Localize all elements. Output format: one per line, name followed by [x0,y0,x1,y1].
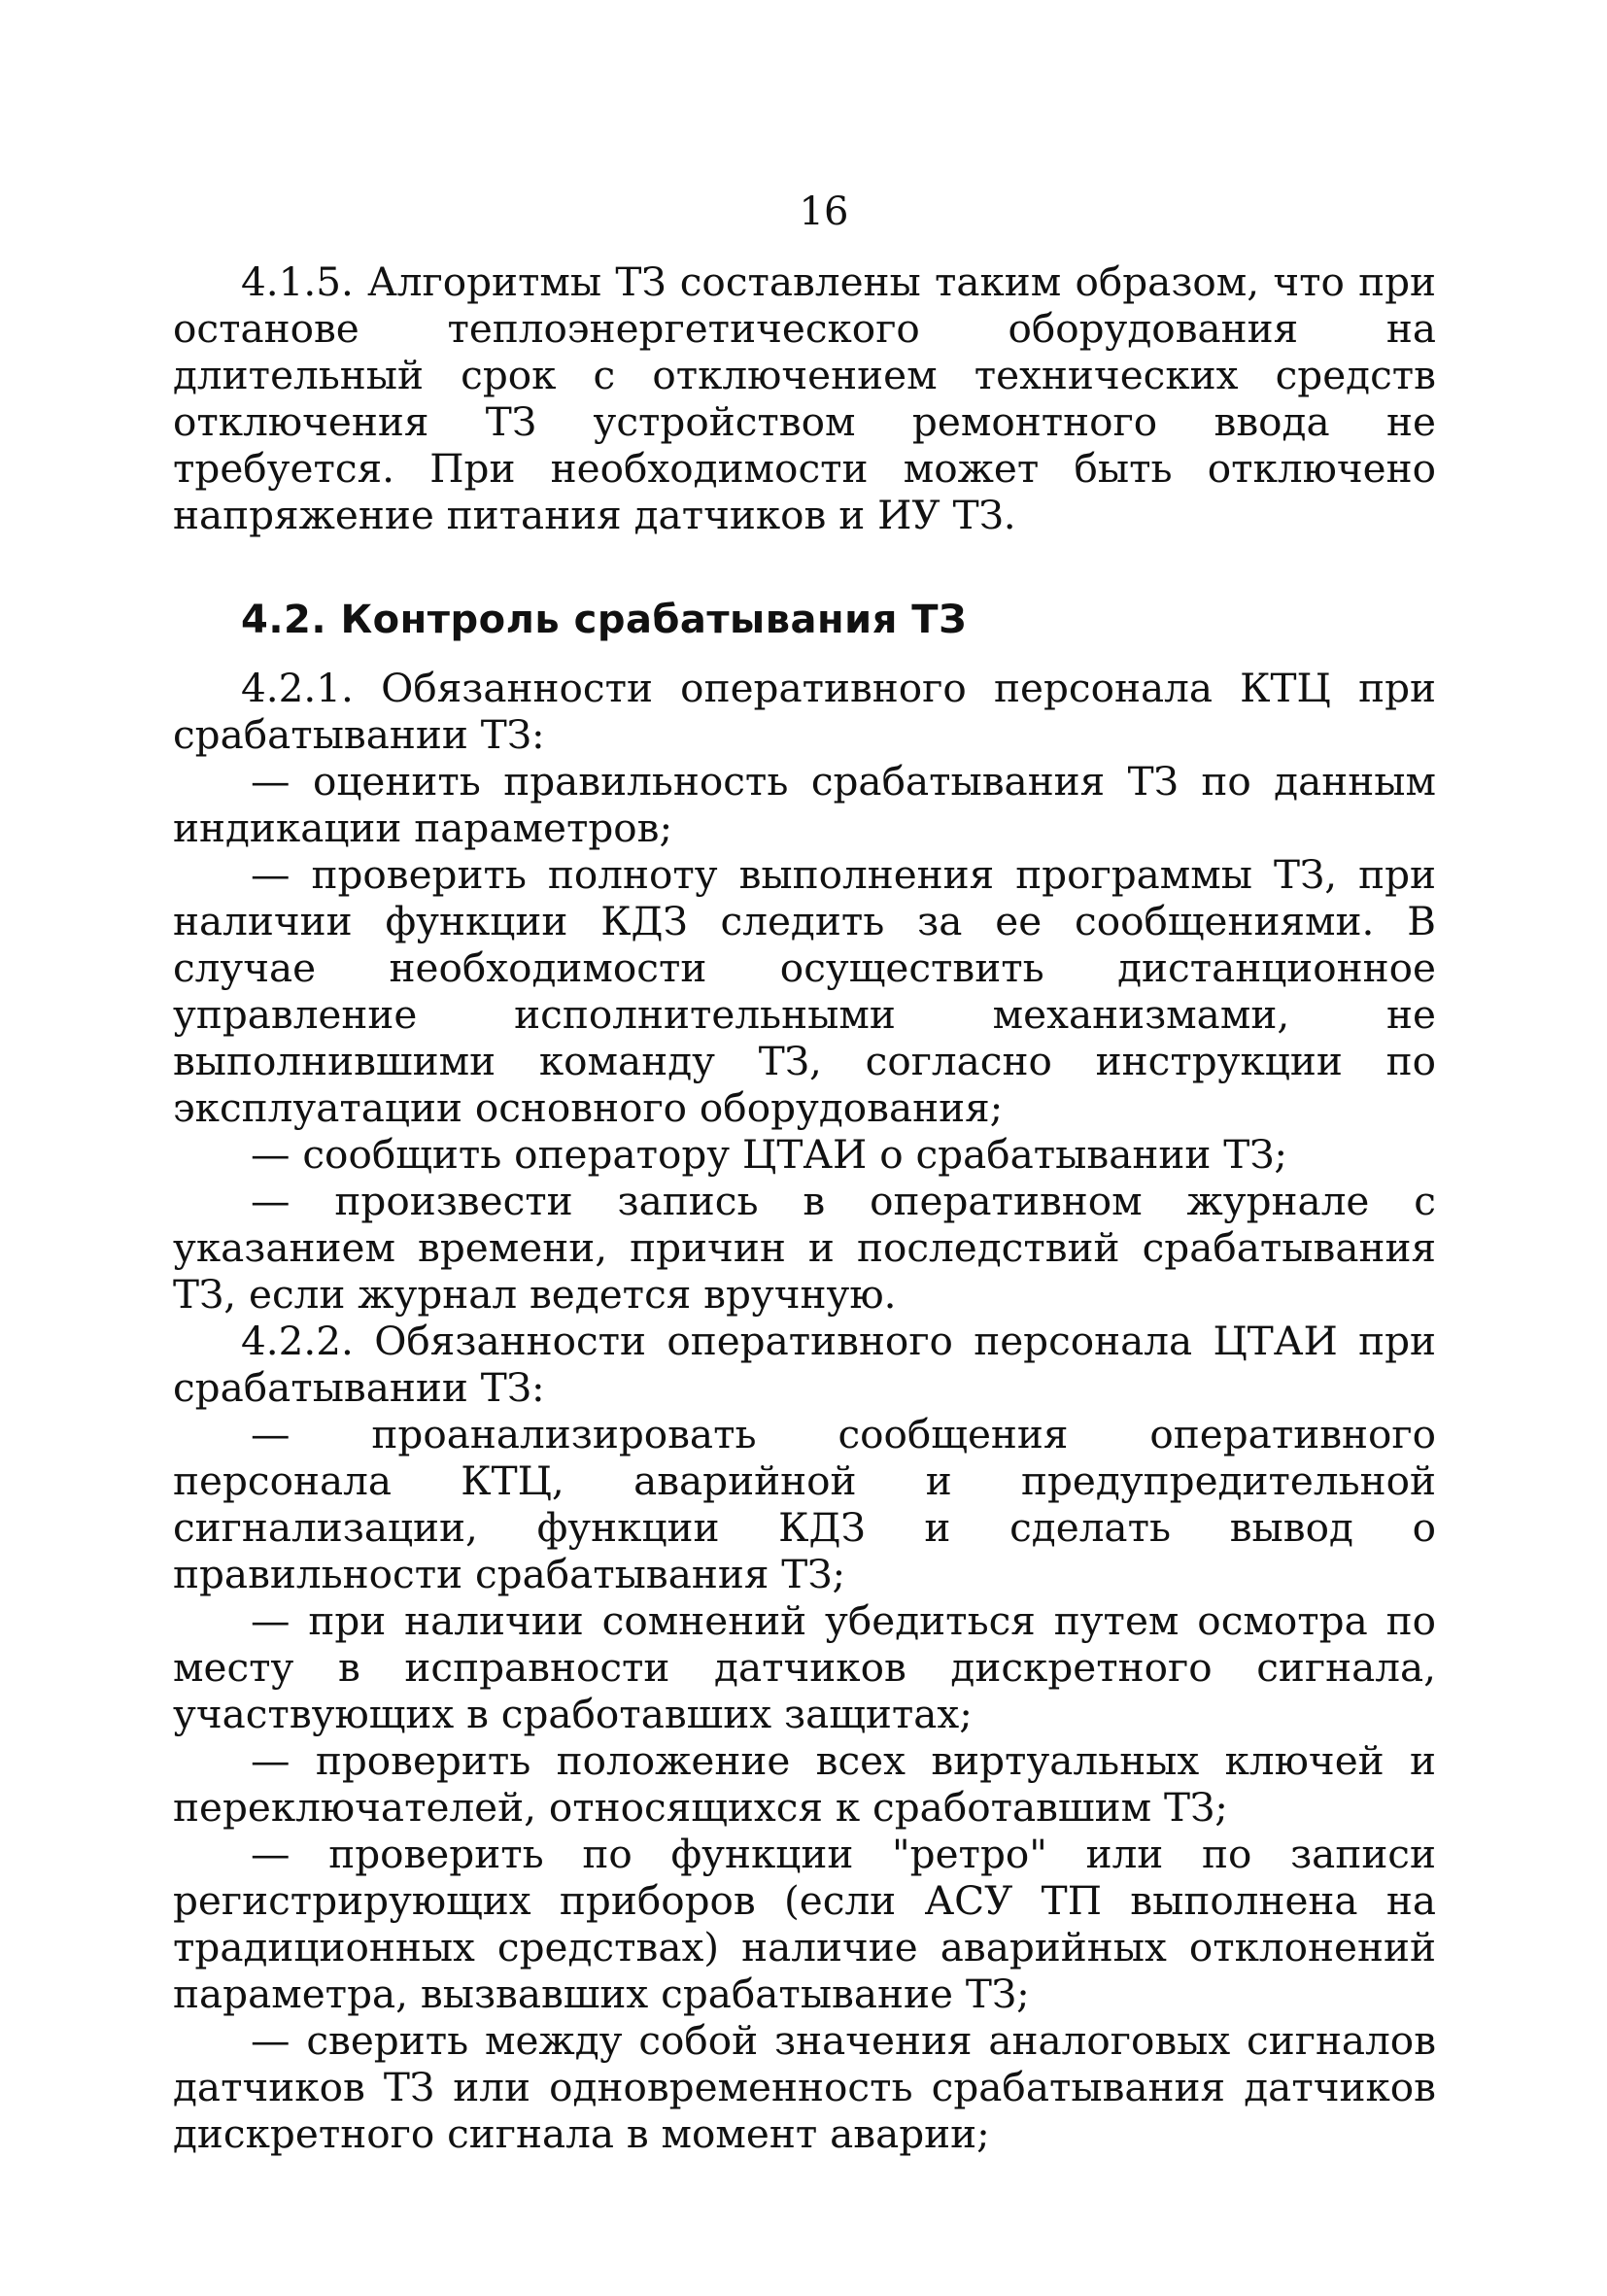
list-item: — проанализировать сообщения оперативного персонала КТЦ, аварийной и предупредительной сигнализации, функции КДЗ и сделать вывод о правильности срабатывания ТЗ; [173,1411,1436,1597]
paragraph-4-2-2-intro: 4.2.2. Обязанности оперативного персонала ЦТАИ при срабатывании ТЗ: [173,1318,1436,1411]
list-item: — проверить по функции "ретро" или по записи регистрирующих приборов (если АСУ ТП выполнена на традиционных средствах) наличие аварийных отклонений параметра, вызвавших срабатывание ТЗ; [173,1831,1436,2017]
list-item: — сообщить оператору ЦТАИ о срабатывании ТЗ; [251,1131,1288,1178]
list-item: — проверить полноту выполнения программы ТЗ, при наличии функции КДЗ следить за ее сообщениями. В случае необходимости осуществить дистанционное управление исполнительными механизмами, не выполнившими команду ТЗ, согласно инструкции по эксплуатации основного оборудования; [173,851,1436,1131]
list-item: — произвести запись в оперативном журнале с указанием времени, причин и последствий срабатывания ТЗ, если журнал ведется вручную. [173,1178,1436,1318]
list-item: — проверить положение всех виртуальных ключей и переключателей, относящихся к сработавшим ТЗ; [173,1737,1436,1831]
document-page [173,185,1436,2157]
page-number: 16 [799,189,849,234]
section-heading-4-2: 4.2. Контроль срабатывания ТЗ [241,598,967,642]
list-item: — сверить между собой значения аналоговых сигналов датчиков ТЗ или одновременность срабатывания датчиков дискретного сигнала в момент аварии; [173,2017,1436,2157]
paragraph-4-2-1-intro: 4.2.1. Обязанности оперативного персонала КТЦ при срабатывании ТЗ: [173,665,1436,758]
list-item: — оценить правильность срабатывания ТЗ по данным индикации параметров; [173,758,1436,851]
list-item: — при наличии сомнений убедиться путем осмотра по месту в исправности датчиков дискретного сигнала, участвующих в сработавших защитах; [173,1597,1436,1737]
paragraph-4-1-5: 4.1.5. Алгоритмы ТЗ составлены таким образом, что при останове теплоэнергетического оборудования на длительный срок с отключением технических средств отключения ТЗ устройством ремонтного ввода не требуется. При необходимости может быть отключено напряжение питания датчиков и ИУ ТЗ. [173,258,1436,538]
